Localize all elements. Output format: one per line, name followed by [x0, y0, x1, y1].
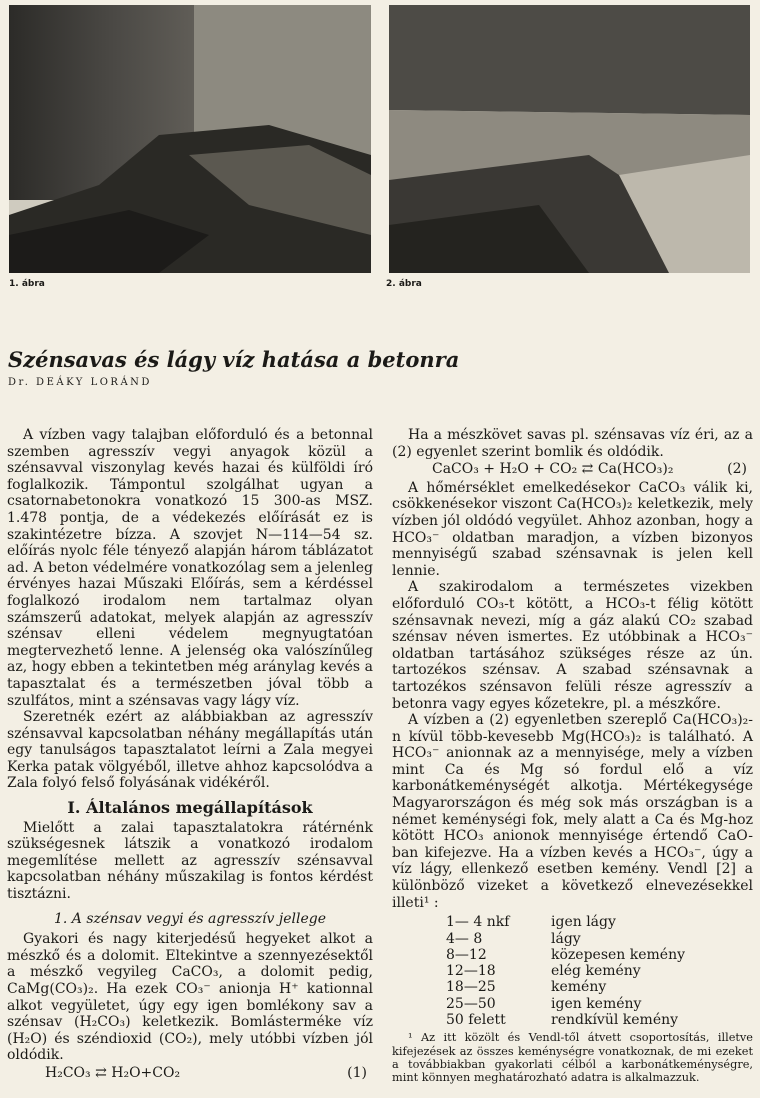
hardness-range: 50 felett	[446, 1012, 506, 1028]
right-column	[392, 427, 753, 1084]
figure-2-caption: 2. ábra	[386, 279, 422, 289]
hardness-name: igen lágy	[551, 914, 616, 931]
table-row	[446, 1012, 685, 1028]
hardness-name: lágy	[551, 930, 581, 947]
hardness-range: 25—50	[446, 995, 496, 1012]
hardness-table	[446, 914, 685, 1028]
article-author: Dr. DEÁKY LORÁND	[8, 377, 152, 388]
paragraph: A hőmérséklet emelkedésekor CaCO₃ válik ki, csökkenésekor viszont Ca(HCO₃)₂ keletkezik, mely vízben jól oldódó vegyület. Ahhoz azonban, hogy a HCO₃⁻ oldatban maradjon, a vízben bizonyos mennyiségű szabad szénsavnak is jelen kell lennie.	[392, 479, 753, 579]
paragraph: A vízben a (2) egyenletben szereplő Ca(HCO₃)₂-n kívül több-kevesebb Mg(HCO₃)₂ is található. A HCO₃⁻ anionnak az a mennyisége, mely a vízben mint Ca és Mg só fordul elő a víz karbonátkeménységét alkotja. Mértékegysége Magyarországon és még sok más országban is a német keménységi fok, mely alatt a Ca és Mg-hoz kötött HCO₃ anionok mennyisége értendő CaO-ban kifejezve. Ha a vízben kevés a HCO₃⁻, úgy a víz lágy, ellenkező esetben kemény. Vendl [2] a különböző vizeket a következő elnevezésekkel illeti¹ :	[392, 712, 753, 911]
hardness-range: 8—12	[446, 946, 487, 963]
section-heading: I. Általános megállapítások	[67, 798, 313, 818]
equation-2	[392, 461, 753, 478]
hardness-range: 4— 8	[446, 930, 483, 947]
hardness-range: 12—18	[446, 963, 496, 980]
table-row	[446, 996, 685, 1012]
hardness-name: elég kemény	[551, 963, 641, 980]
figure-1-caption: 1. ábra	[9, 279, 45, 289]
hardness-range: 1— 4 nkf	[446, 914, 510, 931]
equation-formula: H₂CO₃ ⇄ H₂O+CO₂	[45, 1064, 181, 1081]
paragraph: Mielőtt a zalai tapasztalatokra rátérnénk szükségesnek látszik a vonatkozó irodalom megemlítése mellett az agresszív szénsavval kapcsolatban néhány műszakilag is fontos kérdést tisztázni.	[7, 819, 373, 903]
subsection-heading: 1. A szénsav vegyi és agresszív jellege	[53, 910, 326, 927]
table-row	[446, 979, 685, 995]
table-row	[446, 963, 685, 979]
equation-formula: CaCO₃ + H₂O + CO₂ ⇄ Ca(HCO₃)₂	[432, 461, 674, 478]
hardness-name: igen kemény	[551, 995, 642, 1012]
hardness-name: kemény	[551, 979, 607, 996]
table-row	[446, 914, 685, 930]
equation-1	[7, 1065, 373, 1082]
paragraph: Gyakori és nagy kiterjedésű hegyeket alkot a mészkő és a dolomit. Eltekintve a szennyezésektől a mészkő vegyileg CaCO₃, a dolomit pedig, CaMg(CO₃)₂. Ha ezek CO₃⁻ anionja H⁺ kationnal alkot vegyületet, úgy egy igen bomlékony sav a szénsav (H₂CO₃) keletkezik. Bomlásterméke víz (H₂O) és széndioxid (CO₂), mely utóbbi vízben jól oldódik.	[7, 931, 373, 1064]
paragraph: A szakirodalom a természetes vizekben előforduló CO₃-t kötött, a HCO₃-t félig kötött szénsavnak nevezi, míg a gáz alakú CO₂ szabad szénsav néven ismertes. Ez utóbbinak a HCO₃⁻ oldatban tartásához szükséges része az ún. tartozékos szénsav. A szabad szénsavnak a tartozékos szénsavon felüli része agresszív a betonra vagy egyes kőzetekre, pl. a mészkőre.	[392, 579, 753, 712]
paragraph: Ha a mészkövet savas pl. szénsavas víz éri, az a (2) egyenlet szerint bomlik és oldódik.	[392, 427, 753, 460]
hardness-range: 18—25	[446, 979, 496, 996]
figure-2-photo	[389, 5, 750, 273]
footnote: ¹ Az itt közölt és Vendl-től átvett csoportosítás, illetve kifejezések az összes keménységre vonatkoznak, de mi ezeket a továbbiakban gyakorlati célból a karbonátkeménységre, mint könnyen meghatározható adatra is alkalmazzuk.	[392, 1031, 753, 1085]
table-row	[446, 931, 685, 947]
figure-1-photo	[9, 5, 371, 273]
hardness-name: közepesen kemény	[551, 946, 686, 963]
article-title: Szénsavas és lágy víz hatása a betonra	[8, 347, 460, 372]
paragraph: A vízben vagy talajban előforduló és a betonnal szemben agresszív vegyi anyagok közül a szénsavval viszonylag kevés hazai és külföldi író foglalkozik. Támpontul szolgálhat ugyan a csatornabetonokra vonatkozó 15 300-as MSZ. 1.478 pontja, de a védekezés előírását ez is szakintézetre bízza. A szovjet N—114—54 sz. előírás nyolc féle tényező alapján három táblázatot ad. A beton védelmére vonatkozólag sem a jelenleg érvényes hazai Műszaki Előírás, sem a kérdéssel foglalkozó irodalom nem tartalmaz olyan számszerű adatokat, melyek alapján az agresszív szénsav elleni védelem megnyugtatóan megtervezhető lenne. A jelenség oka valószínűleg az, hogy ebben a tekintetben még aránylag kevés a tapasztalat és a természetben jóval több a szulfátos, mint a szénsavas vagy lágy víz.	[7, 427, 373, 709]
hardness-name: rendkívül kemény	[551, 1012, 679, 1028]
equation-number: (2)	[727, 461, 747, 478]
paragraph: Szeretnék ezért az alábbiakban az agresszív szénsavval kapcsolatban néhány megállapítás után egy tanulságos tapasztalatot leírni a Zala megyei Kerka patak völgyéből, illetve ahhoz kapcsolódva a Zala folyó felső folyásának vidékéről.	[7, 709, 373, 792]
left-column	[7, 427, 373, 1084]
equation-number: (1)	[347, 1064, 367, 1081]
table-row	[446, 947, 685, 963]
